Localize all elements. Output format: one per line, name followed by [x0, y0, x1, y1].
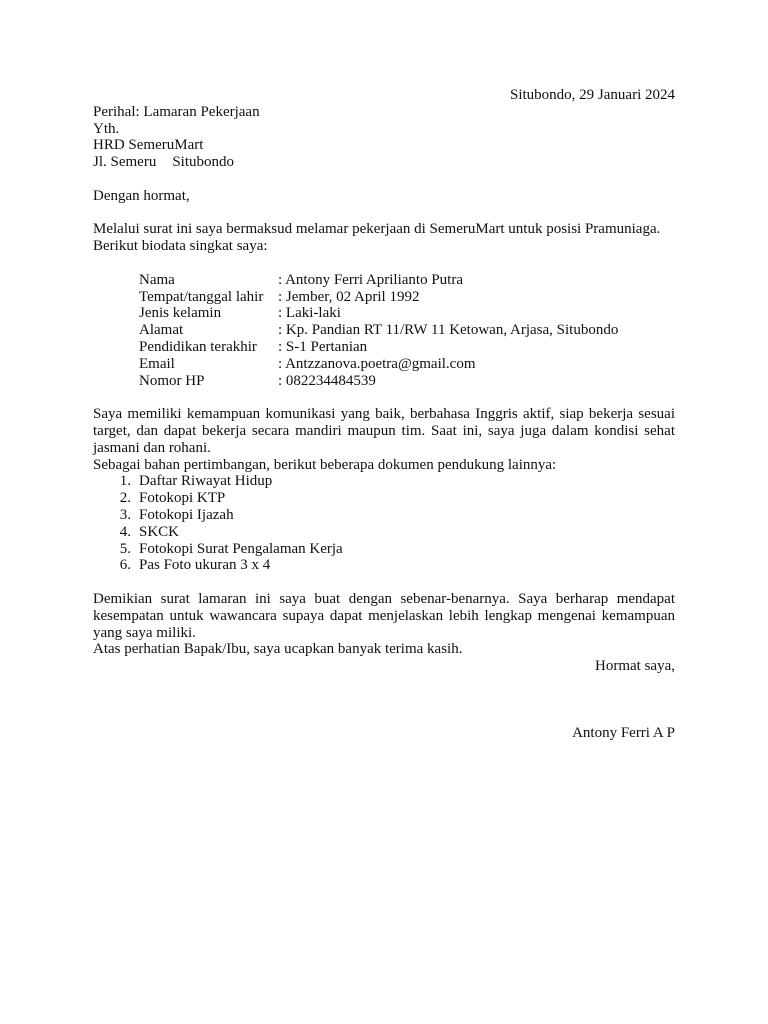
biodata-row	[139, 356, 618, 373]
biodata-label: Nama	[139, 271, 175, 288]
list-item	[93, 557, 675, 574]
biodata-table	[139, 272, 618, 390]
biodata-label: Nomor HP	[139, 372, 205, 389]
letter-page	[93, 87, 675, 742]
list-item-text: Daftar Riwayat Hidup	[139, 473, 273, 490]
closing-paragraph: Demikian surat lamaran ini saya buat dengan sebenar-benarnya. Saya berharap mendapat kesempatan untuk wawancara supaya dapat menjelaskan lebih lengkap mengenai kemampuan yang saya miliki.	[93, 590, 675, 641]
subject-line: Perihal: Lamaran Pekerjaan	[93, 103, 260, 120]
list-item-text: SKCK	[139, 523, 180, 540]
list-item	[93, 507, 675, 524]
biodata-value: : Kp. Pandian RT 11/RW 11 Ketowan, Arjasa, Situbondo	[278, 322, 619, 339]
list-item	[93, 490, 675, 507]
signature-name: Antony Ferri A P	[572, 725, 675, 742]
recipient-name: HRD SemeruMart	[93, 137, 204, 154]
biodata-value: : Antony Ferri Aprilianto Putra	[278, 271, 463, 288]
biodata-row	[139, 272, 618, 289]
biodata-label: Tempat/tanggal lahir	[139, 288, 264, 305]
biodata-value: : Antzzanova.poetra@gmail.com	[278, 355, 476, 372]
biodata-row	[139, 322, 618, 339]
biodata-label: Email	[139, 355, 175, 372]
list-item-number: 5.	[119, 540, 131, 557]
greeting: Dengan hormat,	[93, 187, 190, 204]
biodata-value: : Jember, 02 April 1992	[278, 288, 420, 305]
list-item-text: Pas Foto ukuran 3 x 4	[139, 557, 271, 574]
list-item-number: 4.	[119, 523, 131, 540]
biodata-value: : S-1 Pertanian	[278, 338, 368, 355]
biodata-label: Jenis kelamin	[139, 305, 222, 322]
biodata-value: : 082234484539	[278, 372, 376, 389]
list-item-text: Fotokopi Surat Pengalaman Kerja	[139, 540, 343, 557]
biodata-intro: Berikut biodata singkat saya:	[93, 238, 268, 255]
biodata-row	[139, 289, 618, 306]
list-item-number: 3.	[119, 506, 131, 523]
skills-paragraph: Saya memiliki kemampuan komunikasi yang baik, berbahasa Inggris aktif, siap bekerja sesuai target, dan dapat bekerja secara mandiri maupun tim. Saat ini, saya juga dalam kondisi sehat jasmani dan rohani.	[93, 406, 675, 456]
documents-intro: Sebagai bahan pertimbangan, berikut beberapa dokumen pendukung lainnya:	[93, 456, 557, 473]
list-item	[93, 473, 675, 490]
list-item	[93, 524, 675, 541]
recipient-city: Situbondo	[172, 154, 235, 171]
list-item-number: 2.	[119, 490, 131, 507]
intro-paragraph: Melalui surat ini saya bermaksud melamar pekerjaan di SemeruMart untuk posisi Pramuniaga.	[93, 221, 661, 238]
list-item-text: Fotokopi Ijazah	[139, 506, 234, 523]
documents-list	[93, 473, 675, 574]
list-item-number: 1.	[119, 473, 131, 490]
list-item-text: Fotokopi KTP	[139, 490, 226, 507]
recipient-street: Jl. Semeru	[93, 154, 157, 171]
thanks-line: Atas perhatian Bapak/Ibu, saya ucapkan banyak terima kasih.	[93, 641, 463, 658]
biodata-row	[139, 373, 618, 390]
place-date: Situbondo, 29 Januari 2024	[510, 87, 675, 103]
biodata-row	[139, 305, 618, 322]
list-item-number: 6.	[119, 557, 131, 574]
sign-off: Hormat saya,	[595, 658, 675, 675]
recipient-address	[93, 154, 675, 171]
biodata-label: Alamat	[139, 322, 184, 339]
recipient-salutation: Yth.	[93, 120, 120, 137]
biodata-label: Pendidikan terakhir	[139, 338, 257, 355]
list-item	[93, 541, 675, 558]
biodata-row	[139, 339, 618, 356]
biodata-value: : Laki-laki	[278, 305, 341, 322]
